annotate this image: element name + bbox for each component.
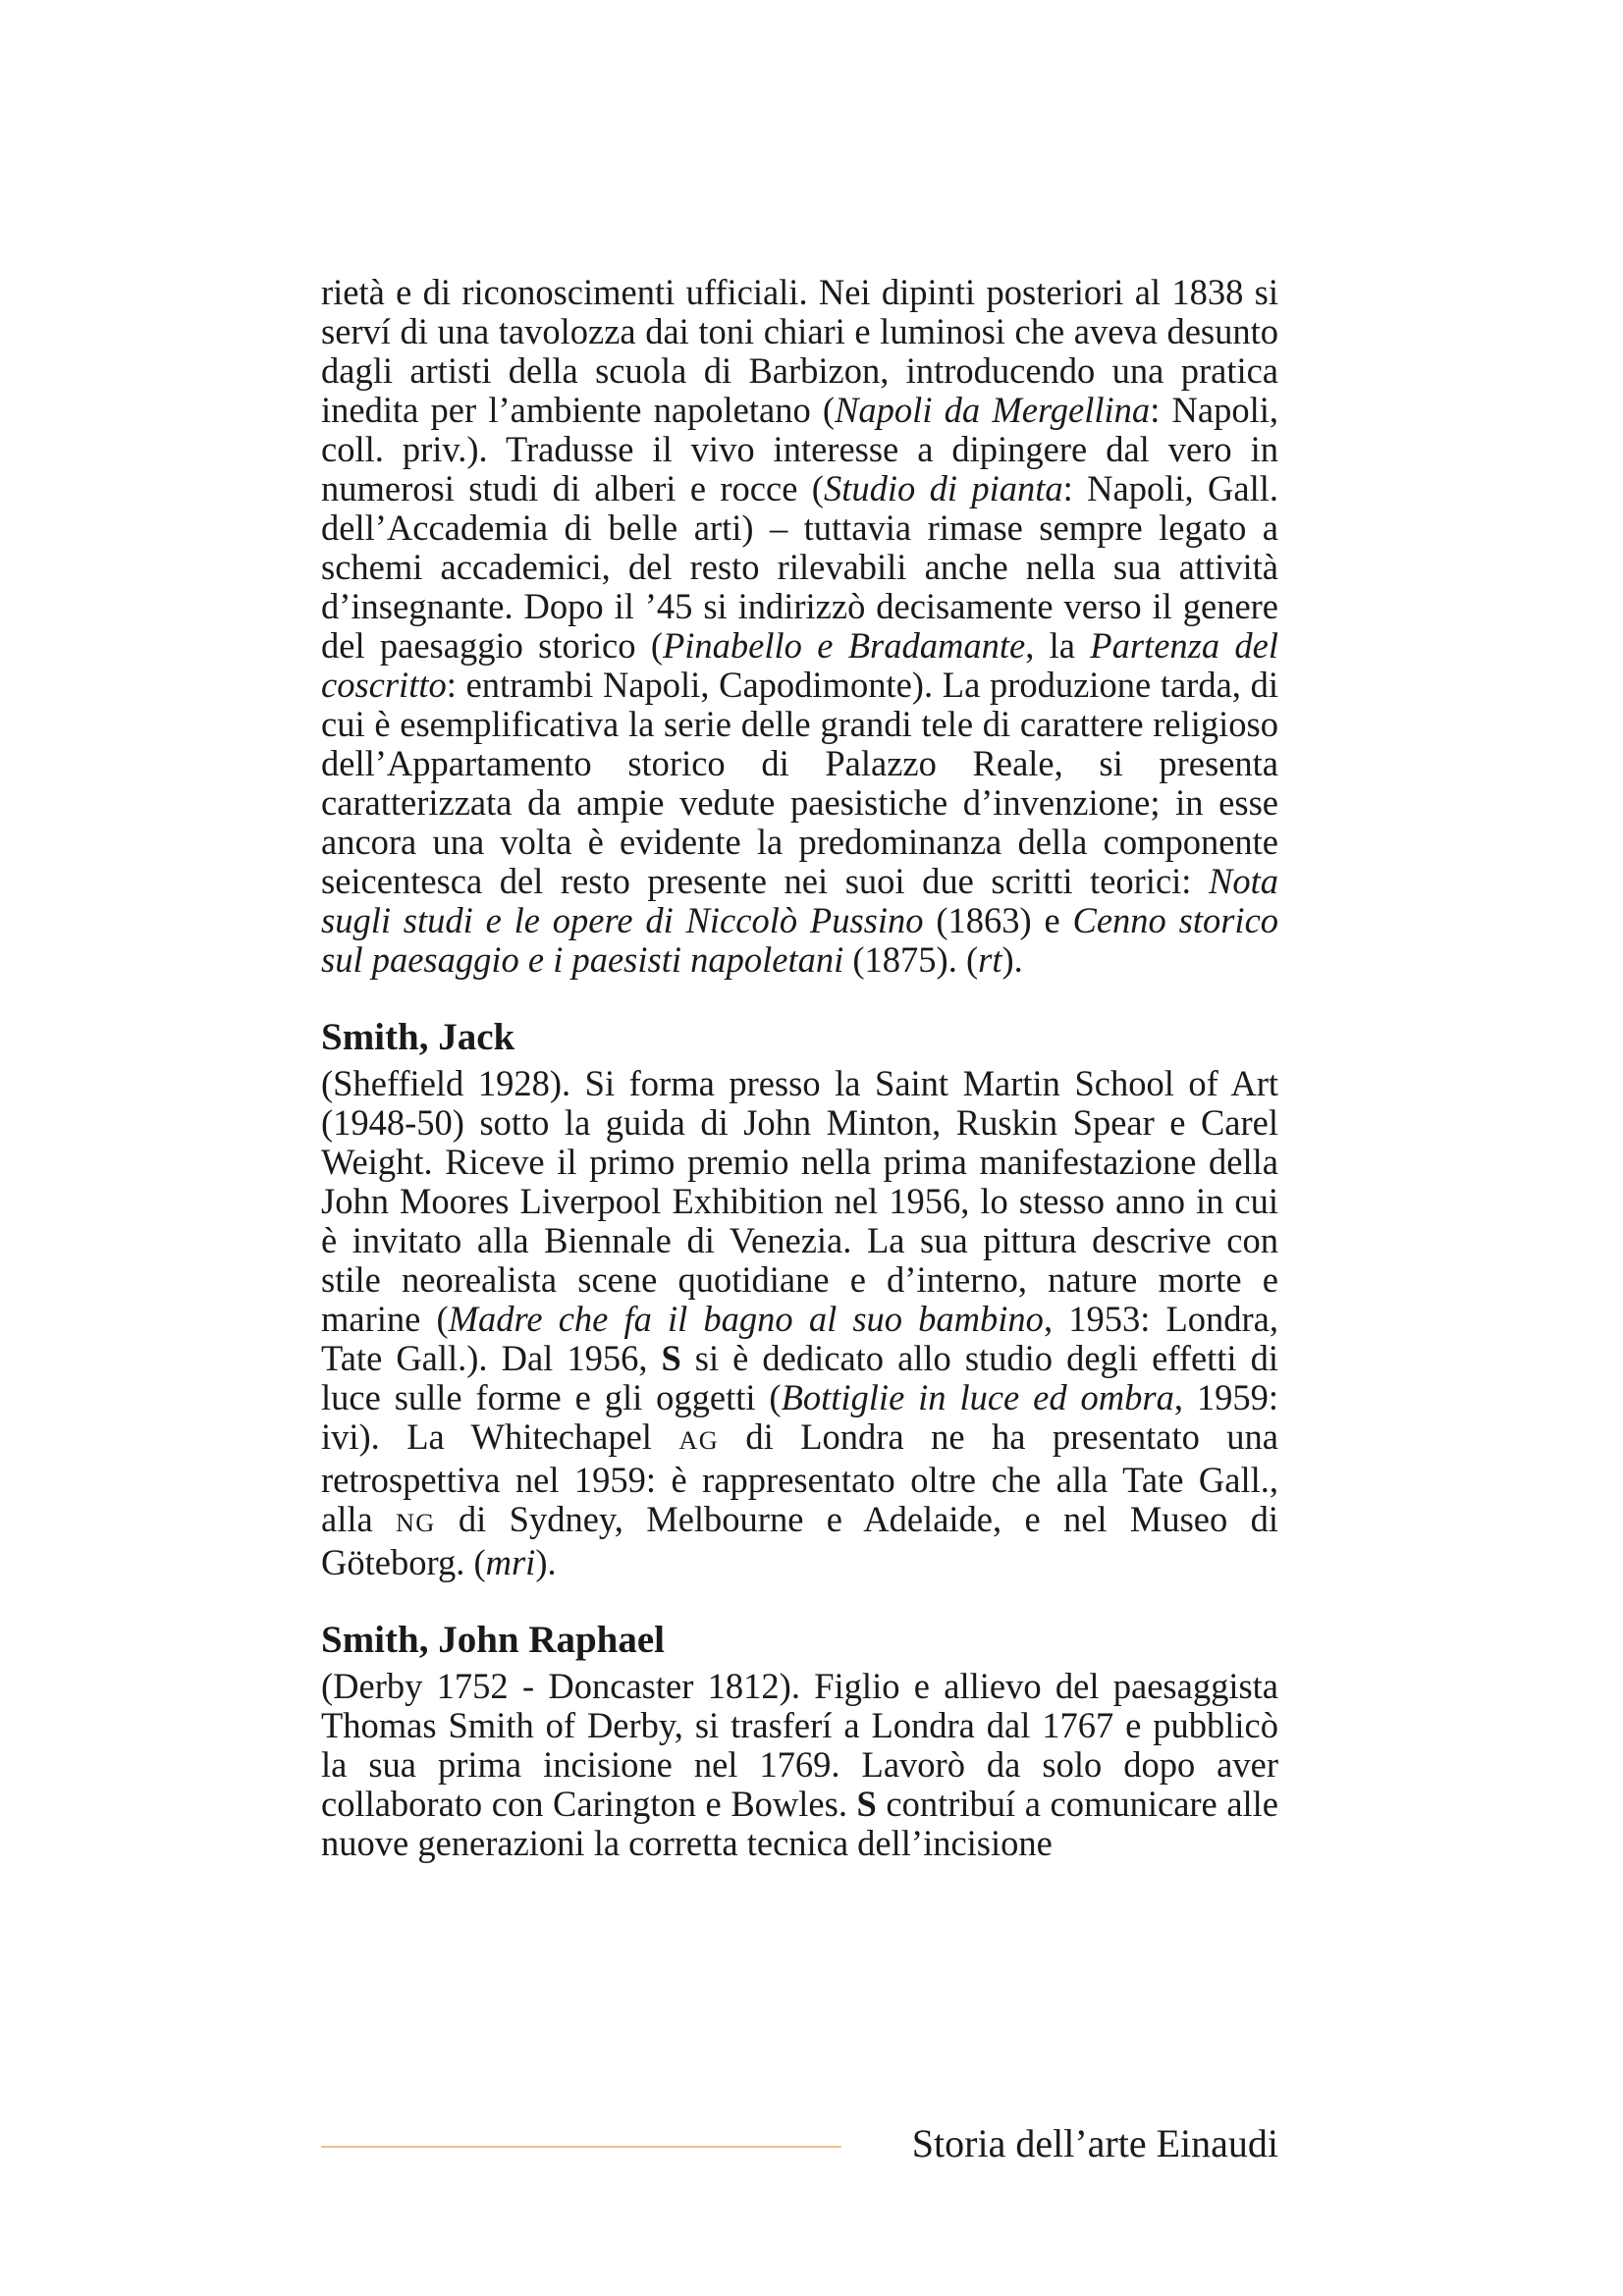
bold-initial: S — [661, 1338, 681, 1378]
text-column — [321, 273, 1278, 1863]
text-run: : Napoli, Gall. dell’Accademia di belle arti) – tuttavia rimase sempre legato a schemi accademici, del resto rilevabili anche nella sua attività d’insegnante. Dopo il ’45 si indirizzò decisamente verso il genere del paesaggio storico ( — [321, 468, 1278, 666]
text-run: (Derby 1752 - Doncaster 1812). Figlio e allievo del paesaggista Thomas Smith of Derby, si trasferí a Londra dal 1767 e pubblicò la sua prima incisione nel 1769. Lavorò da solo dopo aver collaborato con Carington e Bowles. — [321, 1666, 1278, 1824]
text-run: , 1959: ivi). La Whitechapel — [321, 1377, 1278, 1457]
italic-title: Madre che fa il bagno al suo bambino — [448, 1299, 1044, 1339]
italic-title: rt — [978, 939, 1002, 980]
entry-heading-smith-john-raphael: Smith, John Raphael — [321, 1619, 666, 1661]
text-run: si è dedicato allo studio degli effetti di luce sulle forme e gli oggetti ( — [321, 1338, 1278, 1417]
entry-1-text — [321, 1064, 1278, 1582]
text-run: , la — [1025, 625, 1091, 666]
text-run: di Sydney, Melbourne e Adelaide, e nel Museo di Göteborg. ( — [321, 1499, 1278, 1582]
page-footer — [321, 2120, 1278, 2167]
text-run: (1875). ( — [843, 939, 979, 980]
italic-title: mri — [485, 1542, 536, 1582]
italic-title: Bottiglie in luce ed ombra — [781, 1377, 1174, 1417]
entry-heading-smith-jack: Smith, Jack — [321, 1016, 515, 1058]
footer-rule — [321, 2146, 841, 2148]
italic-title: Cenno storico sul paesaggio e i paesisti napoletani — [321, 900, 1279, 980]
small-caps-abbrev: NG — [396, 1509, 436, 1537]
italic-title: Pinabello e Bradamante — [662, 625, 1026, 666]
small-caps-abbrev: AG — [678, 1426, 719, 1455]
italic-title: Partenza del coscritto — [321, 625, 1278, 705]
text-run: contribuí a comunicare alle nuove generazioni la corretta tecnica dell’incisione — [321, 1784, 1279, 1863]
italic-title: Nota sugli studi e le opere di Niccolò Pussino — [321, 861, 1278, 940]
text-run: di Londra ne ha presentato una retrospettiva nel 1959: è rappresentato oltre che alla Tate Gall., alla — [321, 1416, 1279, 1539]
text-run: (Sheffield 1928). Si forma presso la Saint Martin School of Art (1948-50) sotto la guida di John Minton, Ruskin Spear e Carel Weight. Riceve il primo premio nella prima manifestazione della John Moores Liverpool Exhibition nel 1956, lo stesso anno in cui è invitato alla Biennale di Venezia. La sua pittura descrive con stile neorealista scene quotidiane e d’interno, nature morte e marine ( — [321, 1063, 1278, 1339]
bold-initial: S — [856, 1784, 877, 1824]
text-run: rietà e di riconoscimenti ufficiali. Nei dipinti posteriori al 1838 si serví di una tavolozza dai toni chiari e luminosi che aveva desunto dagli artisti della scuola di Barbizon, introducendo una pratica inedita per l’ambiente napoletano ( — [321, 272, 1278, 430]
text-run: ). — [1001, 939, 1023, 980]
entry-2-text — [321, 1667, 1278, 1863]
text-run: ). — [535, 1542, 557, 1582]
text-run: : Napoli, coll. priv.). Tradusse il vivo interesse a dipingere dal vero in numerosi studi di alberi e rocce ( — [321, 390, 1278, 508]
italic-title: Napoli da Mergellina — [835, 390, 1151, 430]
entry-0-text — [321, 273, 1278, 980]
italic-title: Studio di pianta — [823, 468, 1063, 508]
text-run: , 1953: Londra, Tate Gall.). Dal 1956, — [321, 1299, 1278, 1378]
text-run: (1863) e — [923, 900, 1073, 940]
footer-title: Storia dell’arte Einaudi — [911, 2121, 1278, 2165]
text-run: : entrambi Napoli, Capodimonte). La produzione tarda, di cui è esemplificativa la serie delle grandi tele di carattere religioso dell’Appartamento storico di Palazzo Reale, si presenta caratterizzata da ampie vedute paesistiche d’invenzione; in esse ancora una volta è evidente la predominanza della componente seicentesca del resto presente nei suoi due scritti teorici: — [321, 665, 1278, 901]
